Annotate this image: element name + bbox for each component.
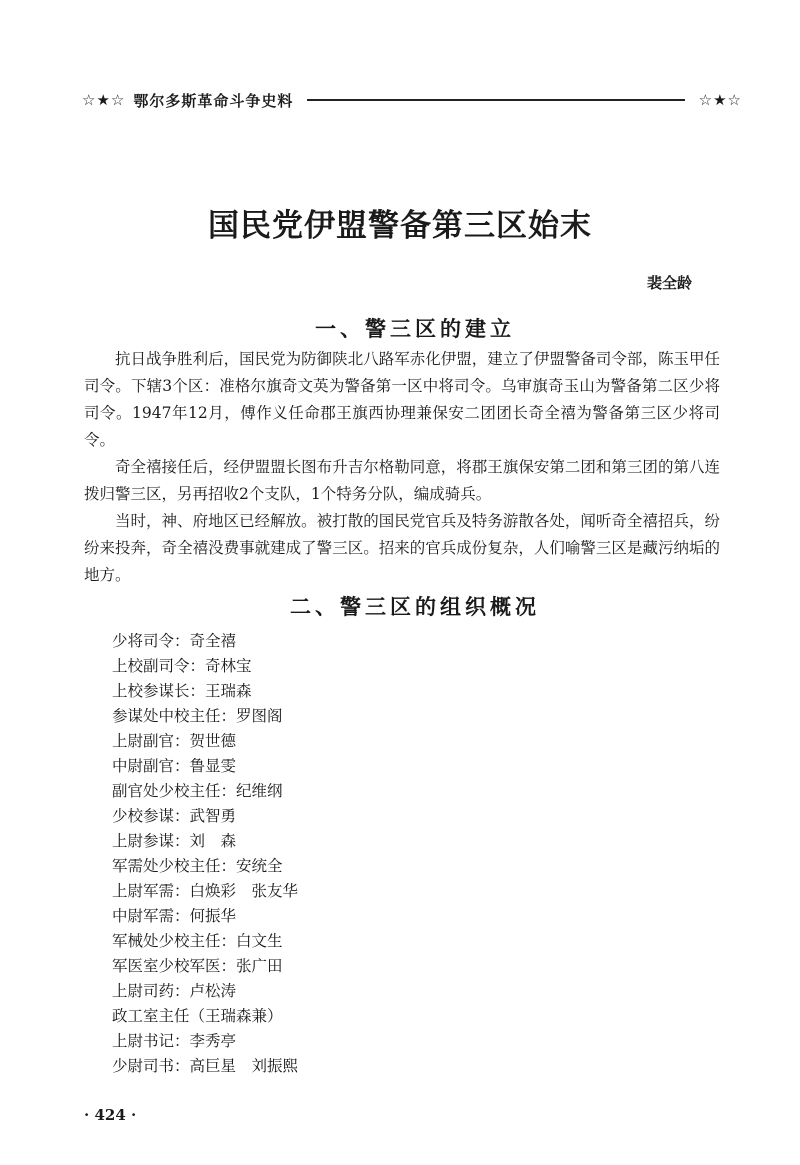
- personnel-roster: [112, 629, 298, 1079]
- header-rule: [307, 99, 684, 101]
- roster-item: 副官处少校主任：纪维纲: [112, 782, 283, 800]
- roster-item: 政工室主任（王瑞森兼）: [112, 1007, 283, 1025]
- paragraph: 奇全禧接任后，经伊盟盟长图布升吉尔格勒同意，将郡王旗保安第二团和第三团的第八连拨归警三区，另再招收2个支队，1个特务分队，编成骑兵。: [84, 458, 720, 503]
- roster-item: 上尉书记：李秀亭: [112, 1032, 237, 1050]
- star-ornament-left: ☆★☆: [82, 91, 126, 109]
- roster-item: 上校参谋长：王瑞森: [112, 682, 252, 700]
- roster-item: 上尉司药：卢松涛: [112, 982, 237, 1000]
- roster-item: 上校副司令：奇林宝: [112, 657, 252, 675]
- roster-item: 上尉参谋：刘 森: [112, 832, 237, 850]
- roster-item: 少将司令：奇全禧: [112, 632, 237, 650]
- roster-item: 军医室少校军医：张广田: [112, 957, 283, 975]
- roster-item: 中尉副官：鲁显雯: [112, 757, 237, 775]
- paragraph: 当时，神、府地区已经解放。被打散的国民党官兵及特务游散各处，闻听奇全禧招兵，纷纷来投奔，奇全禧没费事就建成了警三区。招来的官兵成份复杂，人们喻警三区是藏污纳垢的地方。: [84, 512, 720, 584]
- roster-item: 上尉军需：白焕彩 张友华: [112, 882, 299, 900]
- page-number: · 424 ·: [84, 1106, 137, 1124]
- star-ornament-right: ☆★☆: [698, 91, 742, 109]
- author-name: 裴全龄: [646, 274, 692, 292]
- roster-item: 军械处少校主任：白文生: [112, 932, 283, 950]
- section-1-body: [84, 346, 720, 589]
- roster-item: 少尉司书：高巨星 刘振熙: [112, 1057, 299, 1075]
- section-heading-2: 二、警三区的组织概况: [290, 594, 540, 619]
- roster-item: 上尉副官：贺世德: [112, 732, 237, 750]
- roster-item: 军需处少校主任：安统全: [112, 857, 283, 875]
- roster-item: 参谋处中校主任：罗图阁: [112, 707, 283, 725]
- article-title: 国民党伊盟警备第三区始末: [208, 208, 592, 244]
- running-header: [82, 88, 742, 112]
- section-heading-1: 一、警三区的建立: [315, 316, 515, 341]
- series-title: 鄂尔多斯革命斗争史料: [133, 91, 294, 110]
- paragraph: 抗日战争胜利后，国民党为防御陕北八路军赤化伊盟，建立了伊盟警备司令部，陈玉甲任司令。下辖3个区：准格尔旗奇文英为警备第一区中将司令。乌审旗奇玉山为警备第二区少将司令。1947年12月，傅作义任命郡王旗西协理兼保安二团团长奇全禧为警备第三区少将司令。: [84, 350, 720, 449]
- roster-item: 少校参谋：武智勇: [112, 807, 237, 825]
- roster-item: 中尉军需：何振华: [112, 907, 237, 925]
